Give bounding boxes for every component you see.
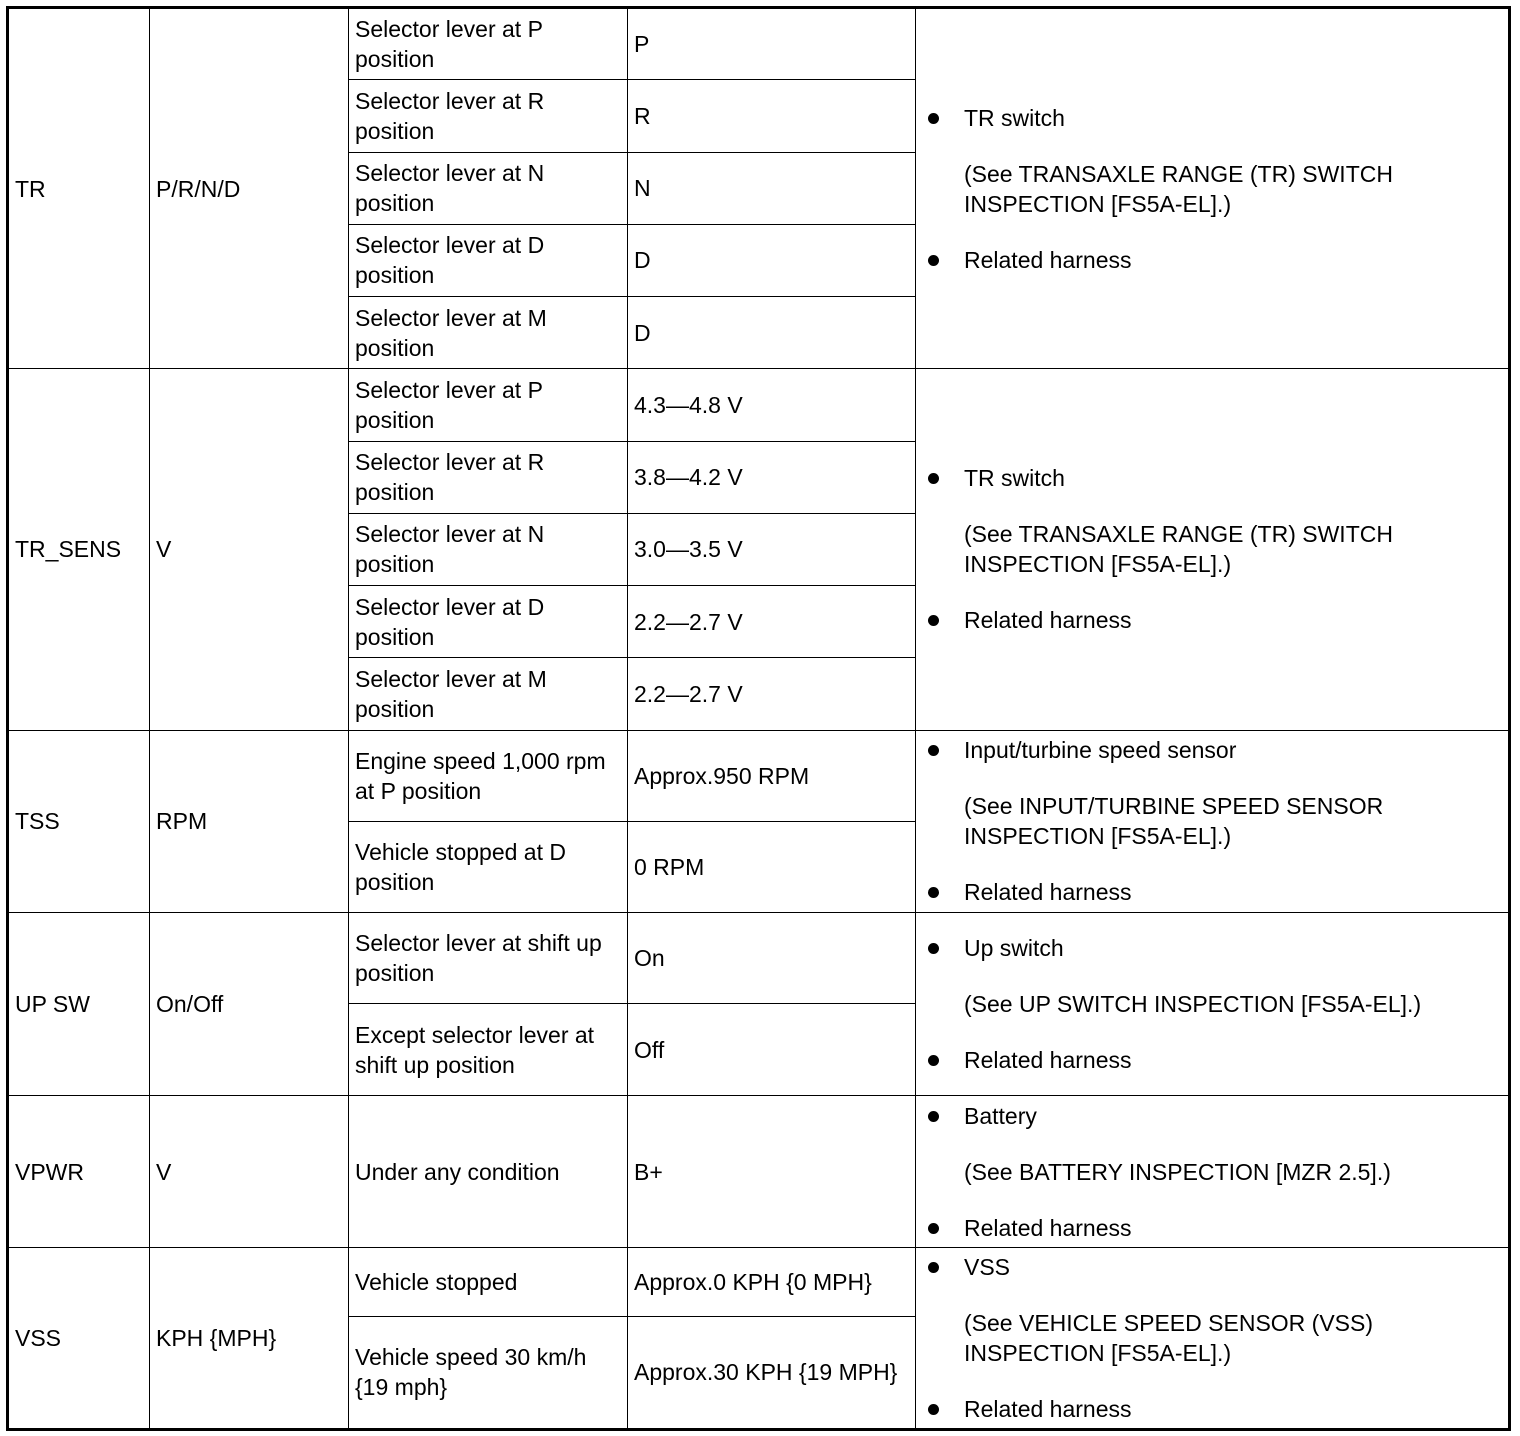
spec-cell: 0 RPM: [628, 821, 916, 912]
check-item-reference: (See TRANSAXLE RANGE (TR) SWITCH INSPECTION [FS5A-EL].): [964, 521, 1393, 578]
check-item-reference: (See UP SWITCH INSPECTION [FS5A-EL].): [964, 990, 1422, 1017]
spec-cell: 2.2—2.7 V: [628, 586, 916, 658]
check-item-primary: Input/turbine speed sensor: [964, 735, 1502, 765]
item-cell: TR_SENS: [8, 369, 150, 730]
table-row: [8, 1095, 1510, 1248]
check-item-primary: Battery: [964, 1101, 1502, 1131]
condition-cell: Selector lever at M position: [349, 297, 628, 369]
unit-cell: RPM: [150, 730, 349, 913]
check-item-harness: Related harness: [964, 245, 1502, 275]
condition-cell: Selector lever at M position: [349, 658, 628, 730]
check-item-cell: [916, 369, 1510, 730]
pid-monitor-table: [6, 6, 1511, 1431]
condition-cell: Vehicle speed 30 km/h {19 mph}: [349, 1316, 628, 1429]
check-item-primary: VSS: [964, 1252, 1502, 1282]
condition-cell: Selector lever at R position: [349, 441, 628, 513]
check-item-cell: [916, 730, 1510, 913]
table-row: [8, 8, 1510, 80]
condition-cell: Selector lever at D position: [349, 586, 628, 658]
condition-cell: Except selector lever at shift up position: [349, 1004, 628, 1095]
check-item-harness: Related harness: [964, 1213, 1502, 1243]
condition-cell: Selector lever at D position: [349, 224, 628, 296]
item-cell: VPWR: [8, 1095, 150, 1248]
unit-cell: P/R/N/D: [150, 8, 349, 369]
item-cell: TSS: [8, 730, 150, 913]
check-item-cell: [916, 8, 1510, 369]
spec-cell: D: [628, 297, 916, 369]
unit-cell: V: [150, 369, 349, 730]
unit-cell: KPH {MPH}: [150, 1248, 349, 1430]
check-item-primary: TR switch: [964, 103, 1502, 133]
spec-cell: Off: [628, 1004, 916, 1095]
table-row: [8, 913, 1510, 1004]
spec-cell: D: [628, 224, 916, 296]
check-item-primary: TR switch: [964, 463, 1502, 493]
spec-cell: 2.2—2.7 V: [628, 658, 916, 730]
spec-cell: Approx.950 RPM: [628, 730, 916, 821]
check-item-harness: Related harness: [964, 605, 1502, 635]
condition-cell: Under any condition: [349, 1095, 628, 1248]
unit-cell: On/Off: [150, 913, 349, 1096]
spec-cell: 3.8—4.2 V: [628, 441, 916, 513]
check-item-primary: Up switch: [964, 933, 1502, 963]
item-cell: UP SW: [8, 913, 150, 1096]
spec-cell: B+: [628, 1095, 916, 1248]
table-row: [8, 369, 1510, 441]
spec-cell: P: [628, 8, 916, 80]
spec-cell: 4.3—4.8 V: [628, 369, 916, 441]
check-item-cell: [916, 1095, 1510, 1248]
check-item-harness: Related harness: [964, 1045, 1502, 1075]
spec-cell: N: [628, 152, 916, 224]
spec-cell: R: [628, 80, 916, 152]
condition-cell: Selector lever at P position: [349, 8, 628, 80]
check-item-cell: [916, 913, 1510, 1096]
table-row: [8, 1248, 1510, 1316]
condition-cell: Vehicle stopped: [349, 1248, 628, 1316]
check-item-reference: (See INPUT/TURBINE SPEED SENSOR INSPECTION [FS5A-EL].): [964, 793, 1384, 850]
spec-cell: 3.0—3.5 V: [628, 513, 916, 585]
condition-cell: Vehicle stopped at D position: [349, 821, 628, 912]
condition-cell: Selector lever at shift up position: [349, 913, 628, 1004]
condition-cell: Engine speed 1,000 rpm at P position: [349, 730, 628, 821]
check-item-reference: (See VEHICLE SPEED SENSOR (VSS) INSPECTION [FS5A-EL].): [964, 1310, 1374, 1367]
item-cell: TR: [8, 8, 150, 369]
condition-cell: Selector lever at N position: [349, 152, 628, 224]
check-item-harness: Related harness: [964, 877, 1502, 907]
check-item-harness: Related harness: [964, 1394, 1502, 1424]
item-cell: VSS: [8, 1248, 150, 1430]
unit-cell: V: [150, 1095, 349, 1248]
check-item-reference: (See BATTERY INSPECTION [MZR 2.5].): [964, 1158, 1391, 1185]
condition-cell: Selector lever at P position: [349, 369, 628, 441]
spec-cell: Approx.0 KPH {0 MPH}: [628, 1248, 916, 1316]
condition-cell: Selector lever at N position: [349, 513, 628, 585]
table-row: [8, 730, 1510, 821]
spec-cell: Approx.30 KPH {19 MPH}: [628, 1316, 916, 1429]
check-item-cell: [916, 1248, 1510, 1430]
check-item-reference: (See TRANSAXLE RANGE (TR) SWITCH INSPECTION [FS5A-EL].): [964, 160, 1393, 217]
condition-cell: Selector lever at R position: [349, 80, 628, 152]
spec-cell: On: [628, 913, 916, 1004]
